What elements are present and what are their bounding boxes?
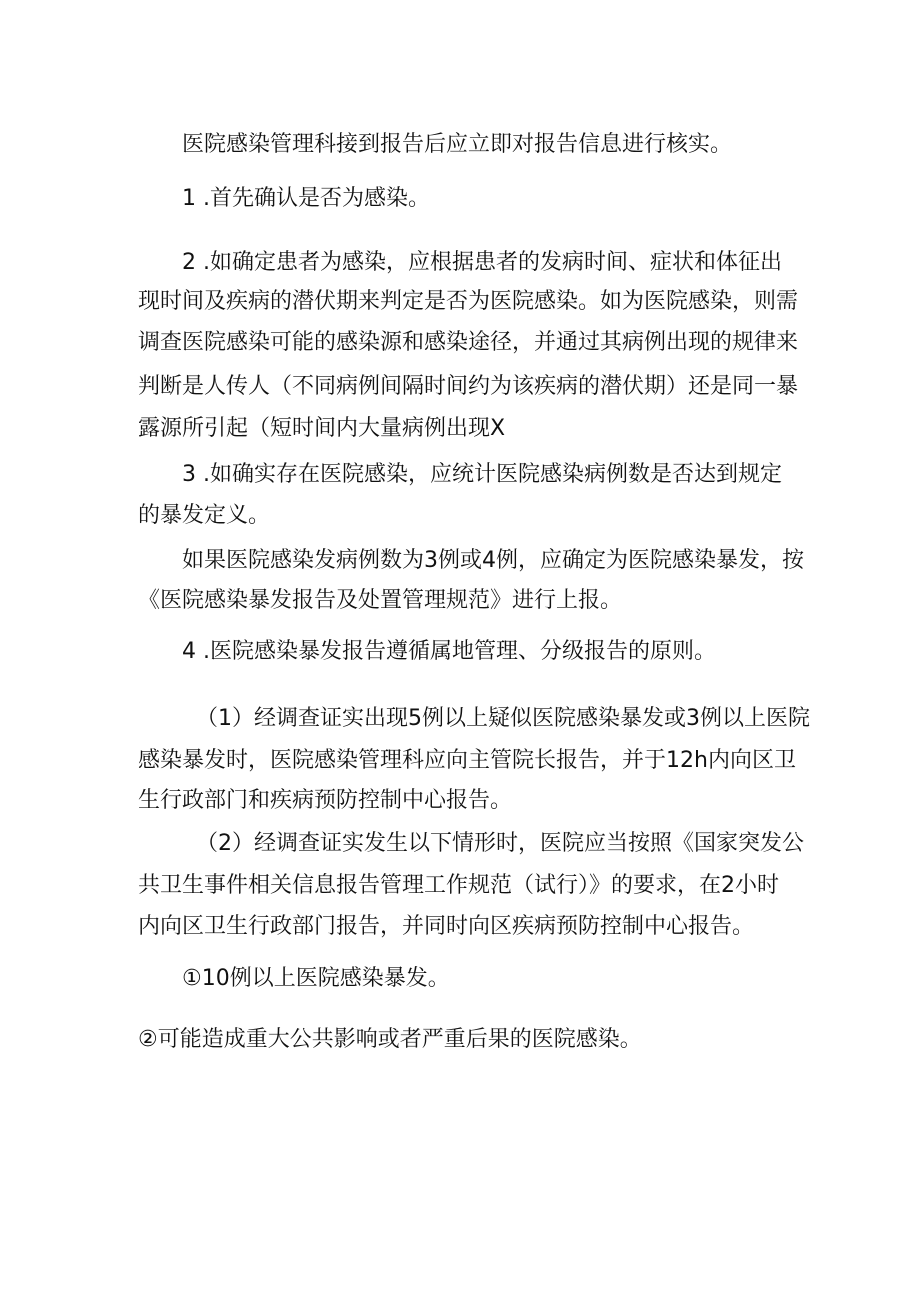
text-line: 1 .首先确认是否为感染。 — [182, 186, 430, 211]
text-line: 3 .如确实存在医院感染，应统计医院感染病例数是否达到规定 — [182, 462, 782, 487]
text-line: 如果医院感染发病例数为3例或4例，应确定为医院感染暴发，按 — [182, 548, 804, 573]
text-line: 共卫生事件相关信息报告管理工作规范（试行）》的要求，在2小时 — [138, 873, 779, 898]
paragraph-intro — [182, 126, 732, 164]
text-line: 医院感染管理科接到报告后应立即对报告信息进行核实。 — [182, 132, 733, 157]
text-line: （2）经调查证实发生以下情形时，医院应当按照《国家突发公 — [196, 831, 804, 856]
paragraph-circle-2 — [138, 1021, 642, 1059]
text-line: 2 .如确定患者为感染，应根据患者的发病时间、症状和体征出 — [182, 250, 782, 275]
paragraph-item-4 — [182, 633, 716, 671]
text-line: （1）经调查证实出现5例以上疑似医院感染暴发或3例以上医院 — [196, 706, 810, 731]
text-line: 的暴发定义。 — [138, 503, 271, 528]
text-line: ②可能造成重大公共影响或者严重后果的医院感染。 — [138, 1027, 642, 1052]
text-line: 内向区卫生行政部门报告，并同时向区疾病预防控制中心报告。 — [138, 914, 755, 939]
text-line: 《医院感染暴发报告及处置管理规范》进行上报。 — [138, 588, 623, 613]
text-line: ①10例以上医院感染暴发。 — [182, 966, 450, 991]
text-line: 调查医院感染可能的感染源和感染途径，并通过其病例出现的规律来 — [138, 330, 799, 355]
paragraph-circle-1 — [182, 960, 450, 998]
paragraph-item-1 — [182, 180, 430, 218]
text-line: 感染暴发时，医院感染管理科应向主管院长报告，并于12h内向区卫 — [138, 748, 796, 773]
text-line: 4 .医院感染暴发报告遵循属地管理、分级报告的原则。 — [182, 639, 716, 664]
text-line: 判断是人传人（不同病例间隔时间约为该疾病的潜伏期）还是同一暴 — [138, 374, 799, 399]
text-line: 生行政部门和疾病预防控制中心报告。 — [138, 788, 513, 813]
text-line: 露源所引起（短时间内大量病例出现X — [138, 416, 506, 441]
text-line: 现时间及疾病的潜伏期来判定是否为医院感染。如为医院感染，则需 — [138, 289, 799, 314]
